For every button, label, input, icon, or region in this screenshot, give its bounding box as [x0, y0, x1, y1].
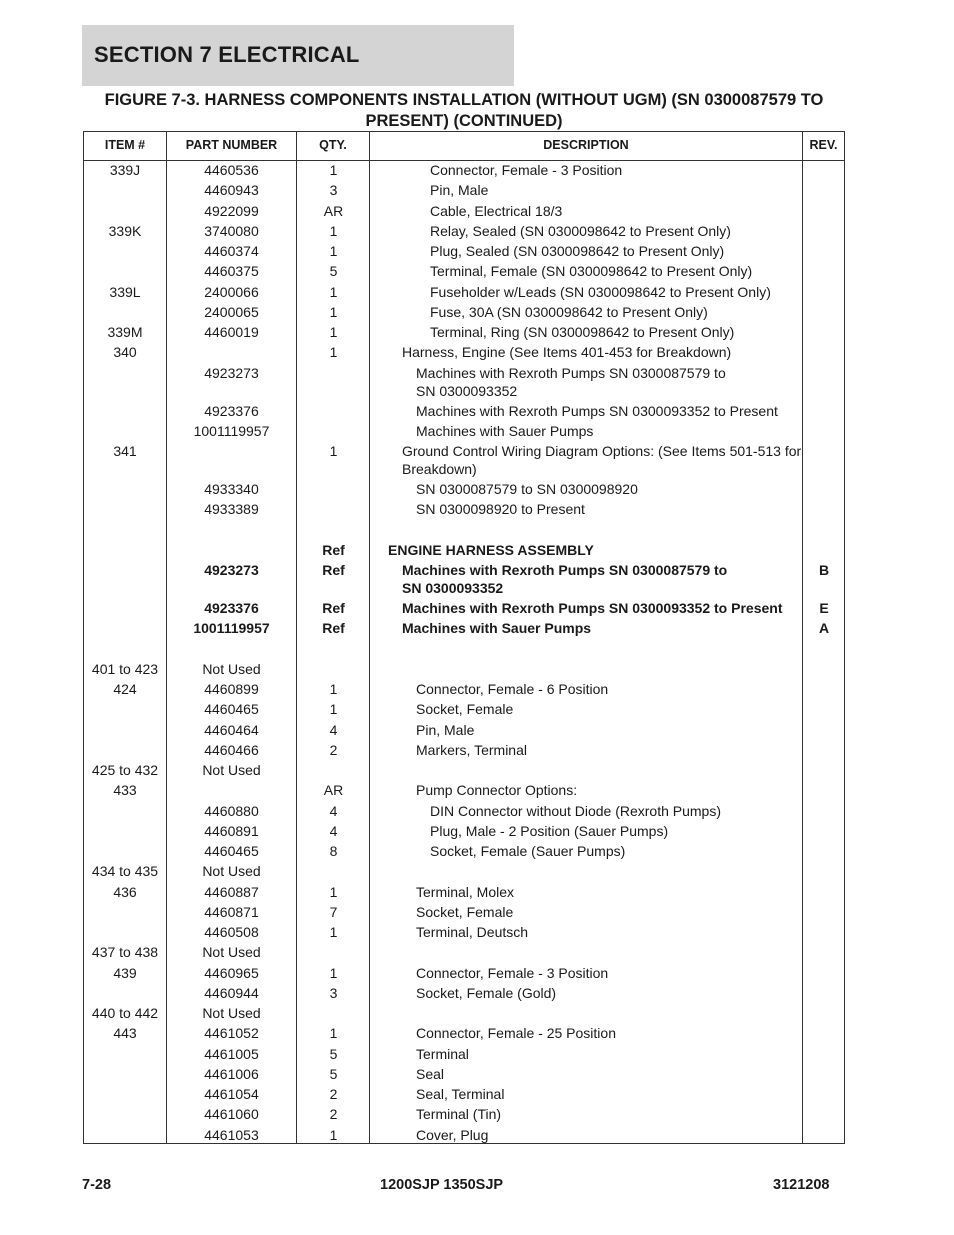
description: Fuseholder w/Leads (SN 0300098642 to Present Only): [430, 283, 771, 300]
quantity: AR: [323, 782, 344, 799]
part-number: 4461005: [204, 1045, 259, 1062]
quantity: 5: [329, 1045, 338, 1062]
table-row: [84, 842, 844, 862]
description: SN 0300098920 to Present: [416, 501, 585, 518]
table-row: [84, 802, 844, 822]
table-row: [84, 202, 844, 222]
item-number: 339M: [107, 324, 143, 340]
description: Ground Control Wiring Diagram Options: (See Items 501-513 for Breakdown): [402, 443, 802, 477]
part-number: 3740080: [204, 222, 259, 239]
footer-page-number: 7-28: [82, 1177, 112, 1193]
description: Socket, Female (Sauer Pumps): [430, 843, 626, 859]
table-row: [84, 1105, 844, 1125]
description: Pin, Male: [416, 721, 475, 738]
description: Cover, Plug: [416, 1126, 489, 1143]
figure-title: FIGURE 7-3. HARNESS COMPONENTS INSTALLATION (WITHOUT UGM) (SN 0300087579 TO PRESENT) (CONTINUED): [104, 91, 824, 130]
description: Machines with Rexroth Pumps SN 0300087579 to SN 0300093352: [416, 364, 726, 399]
part-number: 4460899: [204, 681, 259, 697]
part-number: 4923376: [204, 600, 259, 616]
quantity: 1: [329, 964, 338, 981]
item-number: 436: [113, 883, 137, 900]
part-number: 4933389: [204, 501, 259, 518]
table-row: [84, 781, 844, 801]
part-number: Not Used: [202, 944, 261, 961]
part-number: 4460375: [204, 263, 259, 280]
description: Socket, Female: [416, 903, 514, 920]
quantity: 3: [329, 984, 338, 1001]
table-row: [84, 181, 844, 201]
description: Terminal, Deutsch: [416, 924, 529, 940]
item-number: 439: [113, 964, 137, 981]
footer-model: 1200SJP 1350SJP: [380, 1177, 504, 1193]
description: Plug, Male - 2 Position (Sauer Pumps): [430, 822, 669, 839]
table-row: [84, 303, 844, 323]
table-row: [84, 323, 844, 343]
part-number: 4923376: [204, 402, 259, 419]
quantity: 1: [329, 1025, 338, 1042]
description: Machines with Rexroth Pumps SN 0300093352 to Present: [416, 402, 778, 419]
section-title: SECTION 7 ELECTRICAL: [94, 42, 360, 67]
table-row: [84, 1065, 844, 1085]
table-row: [84, 903, 844, 923]
part-number: 1001119957: [193, 422, 270, 439]
item-number: 339L: [109, 283, 141, 300]
quantity: 1: [329, 162, 338, 178]
description: Machines with Sauer Pumps: [416, 422, 594, 439]
description: Plug, Sealed (SN 0300098642 to Present Only): [430, 243, 725, 259]
part-number: 4923273: [204, 562, 259, 578]
description: DIN Connector without Diode (Rexroth Pumps): [430, 802, 722, 819]
item-number: 433: [113, 782, 137, 799]
quantity: Ref: [322, 562, 345, 578]
part-number: 4922099: [204, 202, 259, 219]
item-number: 443: [113, 1025, 137, 1042]
revision: E: [819, 600, 829, 616]
table-row: [84, 561, 844, 599]
part-number: 4460464: [204, 721, 259, 738]
description: Terminal, Molex: [416, 883, 515, 900]
table-row: [84, 640, 844, 660]
part-number: 4461006: [204, 1065, 259, 1082]
table-row: [84, 262, 844, 282]
description: Markers, Terminal: [416, 741, 527, 758]
table-row: [84, 1024, 844, 1044]
table-row: [84, 822, 844, 842]
table-row: [84, 943, 844, 963]
table-row: [84, 700, 844, 720]
part-number: 4460943: [204, 182, 259, 199]
part-number: 4460466: [204, 741, 259, 758]
quantity: 1: [329, 443, 338, 459]
header-qty: QTY.: [319, 138, 347, 152]
quantity: 3: [329, 182, 338, 199]
quantity: 2: [329, 1106, 338, 1123]
quantity: 4: [329, 721, 338, 738]
description: SN 0300087579 to SN 0300098920: [416, 481, 638, 497]
header-item: ITEM #: [104, 138, 146, 152]
revision: A: [818, 620, 830, 637]
quantity: 2: [329, 741, 338, 758]
table-row: [84, 283, 844, 303]
description: Terminal: [416, 1045, 469, 1062]
part-number: 4933340: [204, 481, 259, 497]
part-number: 4461052: [204, 1025, 259, 1042]
quantity: 5: [329, 263, 338, 280]
part-number: 4461053: [204, 1126, 259, 1143]
table-row: [84, 984, 844, 1004]
quantity: 1: [329, 924, 338, 940]
part-number: 4460019: [204, 324, 259, 340]
quantity: 7: [329, 903, 338, 920]
description: Pump Connector Options:: [416, 782, 578, 799]
revision: B: [818, 562, 830, 578]
description: Socket, Female: [416, 701, 514, 718]
part-number: 1001119957: [193, 620, 270, 637]
description: Cable, Electrical 18/3: [430, 202, 563, 219]
part-number: 4460465: [204, 701, 259, 718]
quantity: Ref: [322, 620, 345, 637]
description: Connector, Female - 3 Position: [416, 964, 609, 981]
description: Socket, Female (Gold): [416, 984, 557, 1001]
part-number: Not Used: [202, 762, 261, 778]
quantity: AR: [323, 202, 344, 219]
description: Connector, Female - 3 Position: [430, 162, 623, 178]
quantity: 1: [329, 681, 338, 697]
table-row: [84, 619, 844, 639]
table-row: [84, 343, 844, 363]
table-row: [84, 1126, 844, 1146]
table-row: [84, 923, 844, 943]
description: Terminal (Tin): [416, 1106, 502, 1123]
part-number: 4923273: [204, 364, 259, 381]
description: Relay, Sealed (SN 0300098642 to Present Only): [430, 222, 731, 239]
item-number: 440 to 442: [91, 1005, 159, 1021]
table-row: [84, 883, 844, 903]
description: Machines with Rexroth Pumps SN 0300087579 to SN 0300093352: [402, 562, 728, 596]
description: Harness, Engine (See Items 401-453 for Breakdown): [402, 344, 732, 361]
table-row: [84, 161, 844, 181]
header-part-number: PART NUMBER: [185, 138, 278, 152]
item-number: 340: [113, 344, 137, 361]
table-row: [84, 422, 844, 442]
table-row: [84, 541, 844, 561]
table-row: [84, 222, 844, 242]
item-number: 339J: [109, 162, 141, 178]
quantity: Ref: [322, 541, 345, 558]
table-row: [84, 862, 844, 882]
table-row: [84, 1045, 844, 1065]
quantity: 2: [329, 1086, 338, 1102]
table-row: [84, 402, 844, 422]
quantity: 1: [329, 324, 338, 340]
table-row: [84, 660, 844, 680]
quantity: 4: [329, 802, 338, 819]
item-number: 339K: [108, 222, 142, 239]
table-header: [84, 132, 844, 161]
table-row: [84, 741, 844, 761]
table-row: [84, 1085, 844, 1105]
parts-table: [83, 131, 845, 1144]
table-row: [84, 364, 844, 402]
part-number: Not Used: [202, 660, 261, 677]
part-number: 4460965: [204, 964, 259, 981]
description: Seal: [416, 1065, 445, 1082]
part-number: 4460374: [204, 243, 259, 259]
part-number: 4461060: [204, 1106, 259, 1123]
quantity: 1: [329, 303, 338, 320]
description: Machines with Sauer Pumps: [402, 620, 592, 637]
part-number: 4460465: [204, 843, 259, 859]
table-body: [84, 161, 844, 1146]
part-number: 4460944: [204, 984, 259, 1001]
quantity: 1: [329, 222, 338, 239]
quantity: 1: [329, 283, 338, 300]
quantity: 1: [329, 701, 338, 718]
description: Pin, Male: [430, 182, 489, 199]
description: ENGINE HARNESS ASSEMBLY: [388, 541, 594, 558]
quantity: 1: [329, 243, 338, 259]
table-row: [84, 521, 844, 541]
quantity: 5: [329, 1065, 338, 1082]
quantity: 4: [329, 822, 338, 839]
description: Connector, Female - 6 Position: [416, 681, 609, 697]
table-row: [84, 480, 844, 500]
table-row: [84, 500, 844, 520]
quantity: 1: [329, 883, 338, 900]
part-number: 4460536: [204, 162, 259, 178]
header-rev: REV.: [809, 138, 838, 152]
header-description: DESCRIPTION: [543, 138, 629, 152]
part-number: 2400066: [204, 283, 259, 300]
table-row: [84, 721, 844, 741]
description: Terminal, Female (SN 0300098642 to Present Only): [430, 263, 753, 280]
item-number: 425 to 432: [91, 762, 159, 778]
part-number: 4460508: [204, 924, 259, 940]
item-number: 434 to 435: [91, 863, 159, 880]
table-row: [84, 964, 844, 984]
item-number: 424: [113, 681, 137, 697]
description: Terminal, Ring (SN 0300098642 to Present Only): [430, 324, 735, 340]
quantity: 8: [329, 843, 338, 859]
table-row: [84, 680, 844, 700]
description: Machines with Rexroth Pumps SN 0300093352 to Present: [402, 600, 783, 616]
table-row: [84, 242, 844, 262]
part-number: 4460891: [204, 822, 259, 839]
part-number: 4461054: [204, 1086, 259, 1102]
part-number: 2400065: [204, 303, 259, 320]
table-row: [84, 761, 844, 781]
item-number: 341: [113, 443, 137, 459]
quantity: 1: [329, 1126, 338, 1143]
part-number: 4460880: [204, 802, 259, 819]
part-number: Not Used: [202, 1005, 261, 1021]
part-number: 4460871: [204, 903, 259, 920]
part-number: Not Used: [202, 863, 261, 880]
item-number: 401 to 423: [91, 660, 159, 677]
description: Fuse, 30A (SN 0300098642 to Present Only): [430, 303, 708, 320]
part-number: 4460887: [204, 883, 259, 900]
description: Seal, Terminal: [416, 1086, 505, 1102]
description: Connector, Female - 25 Position: [416, 1025, 616, 1042]
table-row: [84, 599, 844, 619]
table-row: [84, 442, 844, 480]
quantity: 1: [329, 344, 338, 361]
quantity: Ref: [322, 600, 345, 616]
item-number: 437 to 438: [91, 944, 159, 961]
section-banner: [82, 25, 514, 86]
table-row: [84, 1004, 844, 1024]
footer-doc-number: 3121208: [773, 1177, 830, 1193]
